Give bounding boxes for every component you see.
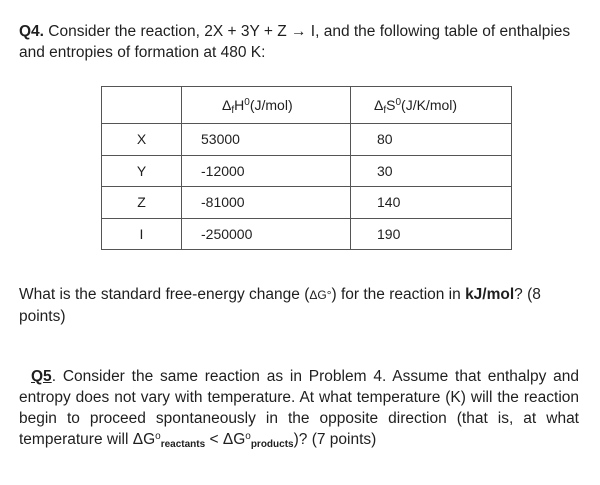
species-cell: I <box>102 218 182 250</box>
species-cell: X <box>102 124 182 156</box>
table-row <box>102 187 512 219</box>
question-5: Q5. Consider the same reaction as in Problem 4. Assume that enthalpy and entropy does not vary with temperature. At what temperature (K) will the reaction begin to proceed spontaneously in the opposite direction (that is, at what temperature will $\Delta G^oreactants$ < $\Delta G^oproducts$)? (7 points) <box>19 368 579 450</box>
unit-label: kJ/mol <box>465 286 515 303</box>
table-row <box>102 155 512 187</box>
enthalpy-cell: 53000 <box>182 124 351 156</box>
question-4-prompt: What is the standard free-energy change (ΔG°) for the reaction in kJ/mol? (8 points) <box>19 286 541 325</box>
header-enthalpy: $\Delta_fH^0(J/mol)$ <box>182 87 351 124</box>
entropy-cell: 190 <box>351 218 512 250</box>
question-5-text: . Consider the same reaction as in Problem 4. Assume that enthalpy and entropy does not vary with temperature. At what temperature (K) will the reaction begin to proceed spontaneously in the opposite direction (that is, at what temperature will <box>19 368 579 448</box>
species-cell: Y <box>102 155 182 187</box>
table-header-row <box>102 87 512 124</box>
entropy-cell: 140 <box>351 187 512 219</box>
species-cell: Z <box>102 187 182 219</box>
table-row <box>102 218 512 250</box>
question-4-text: Consider the reaction, 2X + 3Y + Z → I, and the following table of enthalpies and entropies of formation at 480 K: <box>19 23 571 61</box>
delta-g-symbol: ΔG° <box>309 288 332 302</box>
thermo-table <box>101 86 512 250</box>
question-4-label: Q4. <box>19 23 44 40</box>
entropy-cell: 80 <box>351 124 512 156</box>
enthalpy-cell: -250000 <box>182 218 351 250</box>
question-4-intro <box>19 21 579 63</box>
entropy-cell: 30 <box>351 155 512 187</box>
question-5-label: Q5 <box>31 368 52 385</box>
header-empty-cell <box>102 87 182 124</box>
enthalpy-cell: -12000 <box>182 155 351 187</box>
header-entropy: $\Delta_fS^0(J/K/mol)$ <box>351 87 512 124</box>
enthalpy-cell: -81000 <box>182 187 351 219</box>
table-row <box>102 124 512 156</box>
